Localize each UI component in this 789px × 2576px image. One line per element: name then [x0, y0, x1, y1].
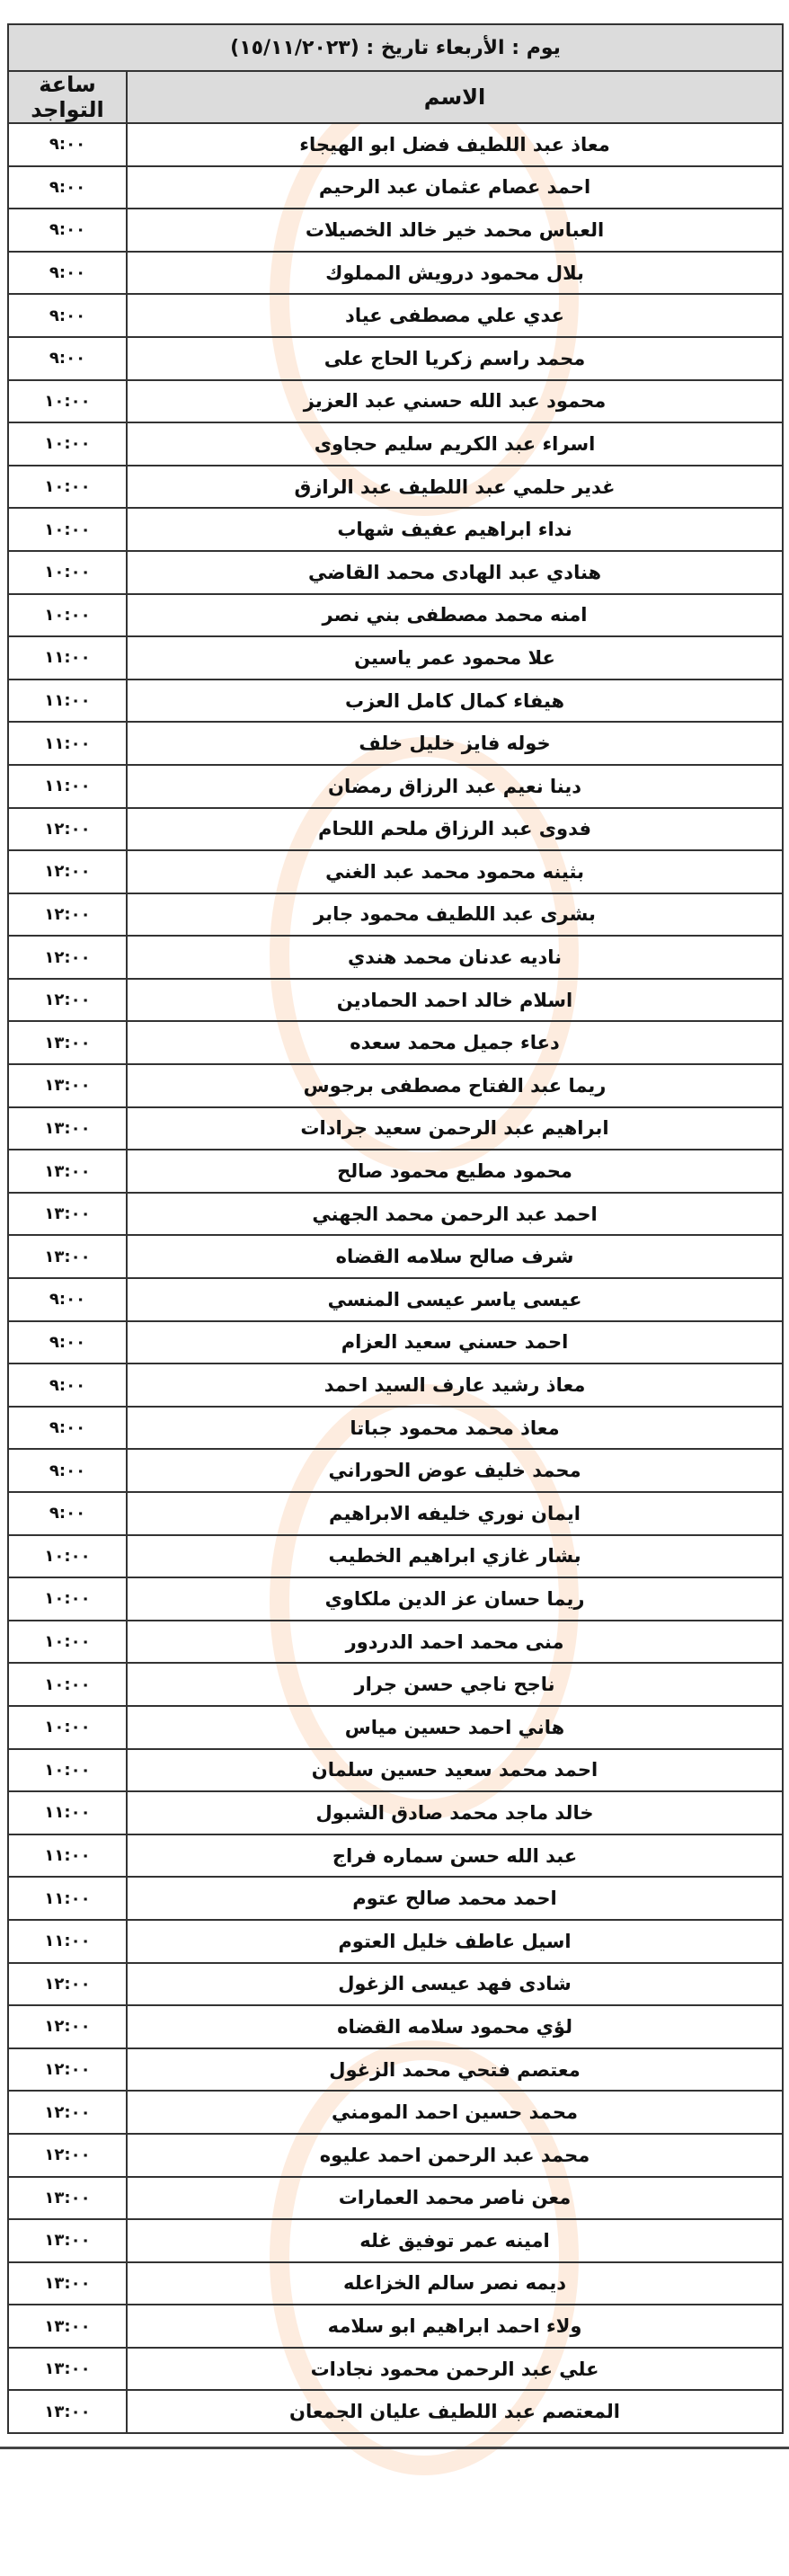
table-title: يوم : الأربعاء تاريخ : (١٥/١١/٢٠٢٣): [8, 24, 783, 71]
time-cell: ١٣:٠٠: [8, 1021, 127, 1064]
time-cell: ١٣:٠٠: [8, 1064, 127, 1107]
name-cell: علا محمود عمر ياسين: [127, 636, 783, 680]
name-cell: شرف صالح سلامه القضاه: [127, 1235, 783, 1278]
table-row: [8, 1749, 783, 1792]
table-row: [8, 1235, 783, 1278]
table-row: [8, 1321, 783, 1364]
table-row: [8, 680, 783, 723]
name-cell: امنه محمد مصطفى بني نصر: [127, 594, 783, 637]
name-cell: بشرى عبد اللطيف محمود جابر: [127, 893, 783, 937]
table-row: [8, 166, 783, 209]
column-header-time: ساعة التواجد: [8, 71, 127, 123]
time-cell: ١١:٠٠: [8, 680, 127, 723]
name-cell: بثينه محمود محمد عبد الغني: [127, 850, 783, 893]
name-cell: محمود عبد الله حسني عبد العزيز: [127, 380, 783, 423]
name-cell: محمد عبد الرحمن احمد عليوه: [127, 2134, 783, 2177]
time-cell: ١٠:٠٠: [8, 1663, 127, 1706]
time-cell: ١٢:٠٠: [8, 893, 127, 937]
name-cell: احمد محمد صالح عتوم: [127, 1877, 783, 1920]
attendance-table: [7, 23, 784, 2434]
table-row: [8, 1577, 783, 1621]
time-cell: ١١:٠٠: [8, 1877, 127, 1920]
time-cell: ٩:٠٠: [8, 209, 127, 252]
time-cell: ٩:٠٠: [8, 252, 127, 295]
name-cell: معاذ عبد اللطيف فضل ابو الهيجاء: [127, 123, 783, 166]
name-cell: العباس محمد خير خالد الخصيلات: [127, 209, 783, 252]
time-cell: ١٣:٠٠: [8, 2177, 127, 2220]
time-cell: ١٢:٠٠: [8, 2091, 127, 2134]
name-cell: هاني احمد حسين مياس: [127, 1706, 783, 1749]
table-row: [8, 1834, 783, 1878]
name-cell: دينا نعيم عبد الرزاق رمضان: [127, 765, 783, 808]
time-cell: ١٢:٠٠: [8, 2048, 127, 2092]
time-cell: ١٠:٠٠: [8, 1577, 127, 1621]
name-cell: ريما عبد الفتاح مصطفى برجوس: [127, 1064, 783, 1107]
time-cell: ٩:٠٠: [8, 1364, 127, 1407]
table-row: [8, 1535, 783, 1578]
table-row: [8, 2305, 783, 2348]
time-cell: ١٠:٠٠: [8, 1621, 127, 1664]
table-row: [8, 1064, 783, 1107]
table-row: [8, 2048, 783, 2092]
table-row: [8, 2219, 783, 2262]
time-cell: ١٠:٠٠: [8, 508, 127, 551]
table-row: [8, 1663, 783, 1706]
time-cell: ١٣:٠٠: [8, 1235, 127, 1278]
time-cell: ٩:٠٠: [8, 1321, 127, 1364]
time-cell: ١١:٠٠: [8, 636, 127, 680]
time-cell: ١٣:٠٠: [8, 1107, 127, 1150]
table-row: [8, 2005, 783, 2048]
table-row: [8, 765, 783, 808]
table-row: [8, 380, 783, 423]
table-row: [8, 936, 783, 979]
table-row: [8, 294, 783, 337]
table-row: [8, 1706, 783, 1749]
name-cell: احمد عبد الرحمن محمد الجهني: [127, 1193, 783, 1236]
time-cell: ١١:٠٠: [8, 722, 127, 765]
time-cell: ٩:٠٠: [8, 1278, 127, 1321]
divider: [0, 2447, 789, 2449]
table-row: [8, 1449, 783, 1492]
time-cell: ١٢:٠٠: [8, 1963, 127, 2006]
name-cell: علي عبد الرحمن محمود نجادات: [127, 2348, 783, 2391]
name-cell: عدي علي مصطفى عياد: [127, 294, 783, 337]
table-row: [8, 422, 783, 466]
name-cell: شادى فهد عيسى الزغول: [127, 1963, 783, 2006]
name-cell: غدير حلمي عبد اللطيف عبد الرازق: [127, 466, 783, 509]
table-row: [8, 466, 783, 509]
time-cell: ٩:٠٠: [8, 294, 127, 337]
table-row: [8, 850, 783, 893]
name-cell: ابراهيم عبد الرحمن سعيد جرادات: [127, 1107, 783, 1150]
table-row: [8, 508, 783, 551]
table-row: [8, 1021, 783, 1064]
name-cell: ناجح ناجي حسن جرار: [127, 1663, 783, 1706]
time-cell: ١٣:٠٠: [8, 2219, 127, 2262]
name-cell: خالد ماجد محمد صادق الشبول: [127, 1791, 783, 1834]
time-cell: ١٣:٠٠: [8, 1193, 127, 1236]
time-cell: ١٢:٠٠: [8, 2005, 127, 2048]
time-cell: ١٠:٠٠: [8, 1749, 127, 1792]
table-row: [8, 1278, 783, 1321]
time-cell: ١١:٠٠: [8, 1834, 127, 1878]
name-cell: دعاء جميل محمد سعده: [127, 1021, 783, 1064]
time-cell: ٩:٠٠: [8, 1449, 127, 1492]
name-cell: اسراء عبد الكريم سليم حجاوى: [127, 422, 783, 466]
time-cell: ٩:٠٠: [8, 166, 127, 209]
time-cell: ١٠:٠٠: [8, 422, 127, 466]
time-cell: ٩:٠٠: [8, 123, 127, 166]
time-cell: ١٠:٠٠: [8, 466, 127, 509]
name-cell: هيفاء كمال كامل العزب: [127, 680, 783, 723]
table-row: [8, 2134, 783, 2177]
time-cell: ١٣:٠٠: [8, 2348, 127, 2391]
time-cell: ١٢:٠٠: [8, 808, 127, 851]
name-cell: ريما حسان عز الدين ملكاوي: [127, 1577, 783, 1621]
name-cell: امينه عمر توفيق غله: [127, 2219, 783, 2262]
table-row: [8, 1407, 783, 1450]
table-row: [8, 808, 783, 851]
time-cell: ١٠:٠٠: [8, 1706, 127, 1749]
table-row: [8, 252, 783, 295]
name-cell: عبد الله حسن سماره فراج: [127, 1834, 783, 1878]
name-cell: محمد حسين احمد المومني: [127, 2091, 783, 2134]
name-cell: احمد عصام عثمان عبد الرحيم: [127, 166, 783, 209]
name-cell: احمد حسني سعيد العزام: [127, 1321, 783, 1364]
name-cell: ايمان نوري خليفه الابراهيم: [127, 1492, 783, 1535]
name-cell: احمد محمد سعيد حسين سلمان: [127, 1749, 783, 1792]
name-cell: اسلام خالد احمد الحمادين: [127, 979, 783, 1022]
time-cell: ١٣:٠٠: [8, 1150, 127, 1193]
table-row: [8, 337, 783, 380]
name-cell: معاذ محمد محمود جباتا: [127, 1407, 783, 1450]
table-row: [8, 722, 783, 765]
name-cell: خوله فايز خليل خلف: [127, 722, 783, 765]
table-row: [8, 123, 783, 166]
name-cell: بشار غازي ابراهيم الخطيب: [127, 1535, 783, 1578]
table-row: [8, 1150, 783, 1193]
name-cell: محمود مطيع محمود صالح: [127, 1150, 783, 1193]
name-cell: محمد خليف عوض الحوراني: [127, 1449, 783, 1492]
time-cell: ٩:٠٠: [8, 337, 127, 380]
table-row: [8, 1107, 783, 1150]
name-cell: ولاء احمد ابراهيم ابو سلامه: [127, 2305, 783, 2348]
name-cell: معاذ رشيد عارف السيد احمد: [127, 1364, 783, 1407]
name-cell: معتصم فتحي محمد الزغول: [127, 2048, 783, 2092]
time-cell: ١٢:٠٠: [8, 2134, 127, 2177]
name-cell: لؤي محمود سلامه القضاه: [127, 2005, 783, 2048]
table-row: [8, 1193, 783, 1236]
time-cell: ١١:٠٠: [8, 1791, 127, 1834]
name-cell: محمد راسم زكريا الحاج على: [127, 337, 783, 380]
table-row: [8, 1492, 783, 1535]
column-header-name: الاسم: [127, 71, 783, 123]
time-cell: ١٣:٠٠: [8, 2262, 127, 2305]
table-row: [8, 551, 783, 594]
table-row: [8, 1963, 783, 2006]
table-row: [8, 2177, 783, 2220]
time-cell: ١٠:٠٠: [8, 594, 127, 637]
name-cell: فدوى عبد الرزاق ملحم اللحام: [127, 808, 783, 851]
time-cell: ١٢:٠٠: [8, 850, 127, 893]
table-row: [8, 1621, 783, 1664]
table-row: [8, 1364, 783, 1407]
table-row: [8, 2262, 783, 2305]
time-cell: ٩:٠٠: [8, 1407, 127, 1450]
time-cell: ١٠:٠٠: [8, 551, 127, 594]
name-cell: اسيل عاطف خليل العتوم: [127, 1920, 783, 1963]
table-row: [8, 636, 783, 680]
time-cell: ١٢:٠٠: [8, 979, 127, 1022]
name-cell: معن ناصر محمد العمارات: [127, 2177, 783, 2220]
name-cell: هنادي عبد الهادى محمد القاضي: [127, 551, 783, 594]
time-cell: ١٠:٠٠: [8, 1535, 127, 1578]
time-cell: ١٣:٠٠: [8, 2390, 127, 2433]
name-cell: المعتصم عبد اللطيف عليان الجمعان: [127, 2390, 783, 2433]
time-cell: ١٣:٠٠: [8, 2305, 127, 2348]
table-row: [8, 979, 783, 1022]
name-cell: ناديه عدنان محمد هندي: [127, 936, 783, 979]
table-row: [8, 209, 783, 252]
table-row: [8, 893, 783, 937]
table-row: [8, 1920, 783, 1963]
time-cell: ١٠:٠٠: [8, 380, 127, 423]
table-row: [8, 2390, 783, 2433]
table-row: [8, 594, 783, 637]
time-cell: ١١:٠٠: [8, 765, 127, 808]
table-row: [8, 1791, 783, 1834]
name-cell: بلال محمود درويش المملوك: [127, 252, 783, 295]
name-cell: ديمه نصر سالم الخزاعله: [127, 2262, 783, 2305]
time-cell: ١٢:٠٠: [8, 936, 127, 979]
name-cell: نداء ابراهيم عفيف شهاب: [127, 508, 783, 551]
name-cell: عيسى ياسر عيسى المنسي: [127, 1278, 783, 1321]
table-row: [8, 2091, 783, 2134]
table-row: [8, 1877, 783, 1920]
time-cell: ٩:٠٠: [8, 1492, 127, 1535]
table-row: [8, 2348, 783, 2391]
time-cell: ١١:٠٠: [8, 1920, 127, 1963]
name-cell: منى محمد احمد الدردور: [127, 1621, 783, 1664]
